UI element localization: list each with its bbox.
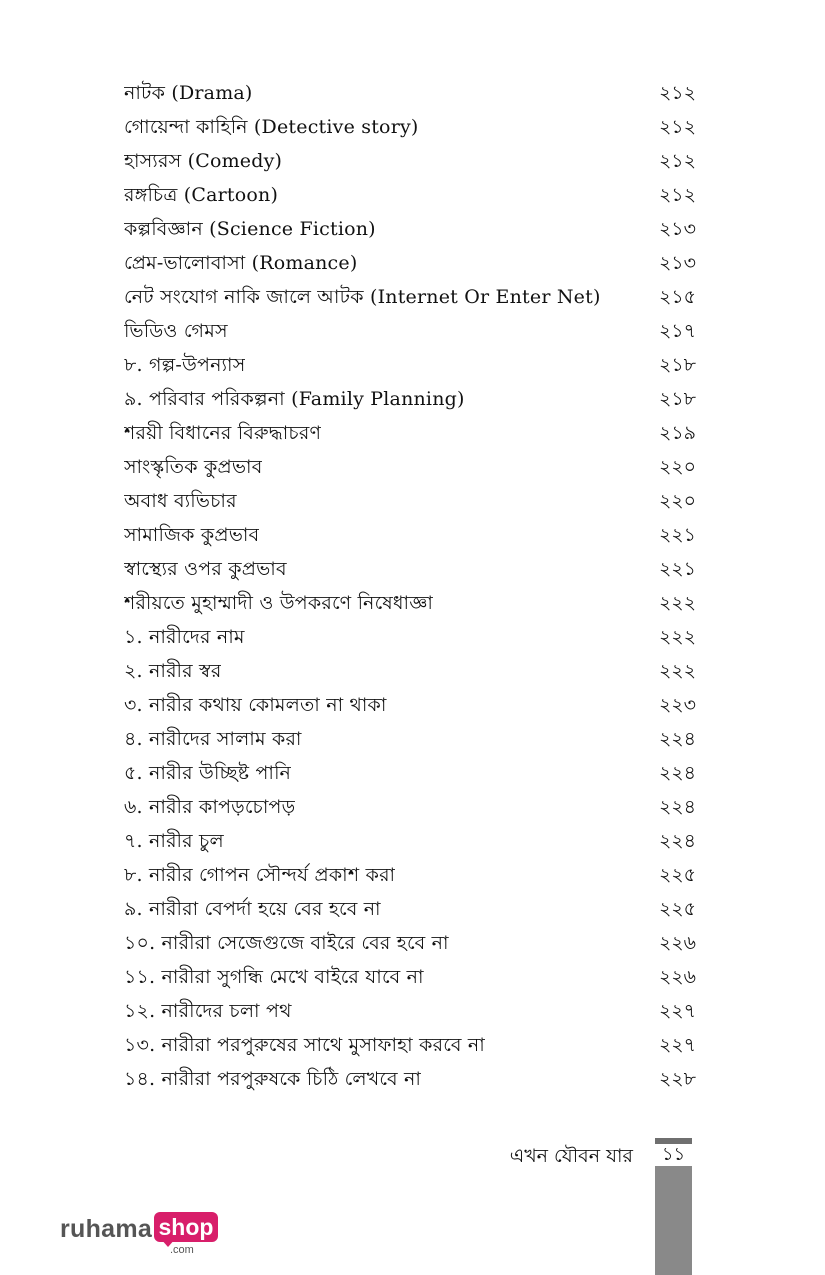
toc-entry-title: হাস্যরস (Comedy) — [124, 150, 283, 172]
toc-entry — [124, 928, 696, 962]
toc-entry-title: ৮. গল্প-উপন্যাস — [124, 354, 246, 376]
toc-entry-page-number: ২২৫ — [658, 864, 696, 886]
toc-entry-title: অবাধ ব্যভিচার — [124, 490, 237, 512]
toc-entry-title: ১১. নারীরা সুগন্ধি মেখে বাইরে যাবে না — [124, 966, 424, 988]
toc-entry-page-number: ২২৬ — [658, 932, 696, 954]
toc-entry-page-number: ২২৭ — [658, 1000, 696, 1022]
toc-entry — [124, 520, 696, 554]
toc-entry-title: ৩. নারীর কথায় কোমলতা না থাকা — [124, 694, 387, 716]
logo-domain-text: .com — [170, 1244, 194, 1256]
toc-entry — [124, 1064, 696, 1098]
toc-entry — [124, 724, 696, 758]
toc-entry-title: ১৩. নারীরা পরপুরুষের সাথে মুসাফাহা করবে না — [124, 1034, 485, 1056]
toc-entry-title: নেট সংযোগ নাকি জালে আটক (Internet Or Enter Net) — [124, 286, 601, 308]
toc-entry — [124, 452, 696, 486]
toc-entry-page-number: ২১৫ — [658, 286, 696, 308]
toc-entry-title: সামাজিক কুপ্রভাব — [124, 524, 260, 546]
toc-entry-title: ৯. পরিবার পরিকল্পনা (Family Planning) — [124, 388, 465, 410]
toc-entry-title: স্বাস্থ্যের ওপর কুপ্রভাব — [124, 558, 287, 580]
toc-entry-page-number: ২১৮ — [658, 354, 696, 376]
toc-entry-page-number: ২২৪ — [658, 728, 696, 750]
toc-entry-page-number: ২১৩ — [658, 218, 696, 240]
toc-entry-page-number: ২২১ — [658, 524, 696, 546]
toc-entry-page-number: ২১৯ — [658, 422, 696, 444]
toc-entry-title: ৬. নারীর কাপড়চোপড় — [124, 796, 296, 818]
toc-entry-page-number: ২২৮ — [658, 1068, 696, 1090]
toc-entry-page-number: ২২৫ — [658, 898, 696, 920]
toc-entry — [124, 316, 696, 350]
toc-entry — [124, 588, 696, 622]
toc-entry-title: ৪. নারীদের সালাম করা — [124, 728, 302, 750]
toc-entry-title: ২. নারীর স্বর — [124, 660, 222, 682]
toc-entry-page-number: ২২৪ — [658, 796, 696, 818]
toc-entry-page-number: ২২৪ — [658, 762, 696, 784]
toc-entry-title: ১২. নারীদের চলা পথ — [124, 1000, 292, 1022]
toc-entry-title: সাংস্কৃতিক কুপ্রভাব — [124, 456, 263, 478]
toc-entry-page-number: ২২০ — [658, 490, 696, 512]
logo-brand-text: ruhama — [60, 1215, 153, 1243]
toc-entry — [124, 622, 696, 656]
toc-entry-title: ৯. নারীরা বেপর্দা হয়ে বের হবে না — [124, 898, 381, 920]
toc-entry-title: ৫. নারীর উচ্ছিষ্ট পানি — [124, 762, 292, 784]
toc-entry — [124, 384, 696, 418]
toc-entry-page-number: ২২২ — [658, 592, 696, 614]
toc-entry-title: কল্পবিজ্ঞান (Science Fiction) — [124, 218, 376, 240]
toc-entry — [124, 792, 696, 826]
toc-entry-title: রঙ্গচিত্র (Cartoon) — [124, 184, 279, 206]
toc-entry-page-number: ২২৪ — [658, 830, 696, 852]
toc-entry — [124, 962, 696, 996]
toc-entry — [124, 248, 696, 282]
toc-entry — [124, 690, 696, 724]
toc-entry — [124, 282, 696, 316]
toc-entry-page-number: ২২২ — [658, 660, 696, 682]
toc-entry-page-number: ২১২ — [658, 116, 696, 138]
toc-entry — [124, 894, 696, 928]
toc-entry-page-number: ২১৮ — [658, 388, 696, 410]
toc-entry-page-number: ২২০ — [658, 456, 696, 478]
page-number-tab — [655, 1138, 692, 1275]
toc-entry-page-number: ২১২ — [658, 184, 696, 206]
toc-entry-page-number: ২১২ — [658, 82, 696, 104]
toc-entry-page-number: ২২২ — [658, 626, 696, 648]
toc-entry — [124, 214, 696, 248]
toc-entry — [124, 486, 696, 520]
toc-entry-page-number: ২২১ — [658, 558, 696, 580]
toc-entry — [124, 180, 696, 214]
toc-entry — [124, 996, 696, 1030]
toc-entry — [124, 758, 696, 792]
toc-entry — [124, 146, 696, 180]
toc-entry-page-number: ২১৭ — [658, 320, 696, 342]
toc-entry-title: ১৪. নারীরা পরপুরুষকে চিঠি লেখবে না — [124, 1068, 422, 1090]
toc-entry — [124, 418, 696, 452]
toc-entry-title: গোয়েন্দা কাহিনি (Detective story) — [124, 116, 419, 138]
toc-entry — [124, 656, 696, 690]
toc-entry-title: নাটক (Drama) — [124, 82, 253, 104]
toc-entry-title: শরীয়তে মুহাম্মাদী ও উপকরণে নিষেধাজ্ঞা — [124, 592, 434, 614]
toc-entry-title: প্রেম-ভালোবাসা (Romance) — [124, 252, 358, 274]
toc-entry-title: ৮. নারীর গোপন সৌন্দর্য প্রকাশ করা — [124, 864, 396, 886]
toc-entry-page-number: ২২৭ — [658, 1034, 696, 1056]
toc-entry — [124, 826, 696, 860]
toc-entry-title: শরয়ী বিধানের বিরুদ্ধাচরণ — [124, 422, 322, 444]
toc-entry — [124, 1030, 696, 1064]
toc-entry-page-number: ২২৩ — [658, 694, 696, 716]
toc-entry — [124, 78, 696, 112]
toc-entry-page-number: ২১৩ — [658, 252, 696, 274]
logo-shop-badge — [154, 1212, 218, 1242]
toc-entry — [124, 350, 696, 384]
toc-entry — [124, 554, 696, 588]
table-of-contents — [124, 78, 696, 1098]
toc-entry — [124, 112, 696, 146]
toc-entry-title: ১. নারীদের নাম — [124, 626, 245, 648]
toc-entry-page-number: ২২৬ — [658, 966, 696, 988]
toc-entry — [124, 860, 696, 894]
toc-entry-title: ১০. নারীরা সেজেগুজে বাইরে বের হবে না — [124, 932, 449, 954]
toc-entry-title: ভিডিও গেমস — [124, 320, 228, 342]
logo-shop-text: shop — [158, 1214, 214, 1240]
page-number: ১১ — [655, 1144, 692, 1166]
toc-entry-title: ৭. নারীর চুল — [124, 830, 224, 852]
running-footer-book-title: এখন যৌবন যার — [509, 1145, 633, 1167]
toc-entry-page-number: ২১২ — [658, 150, 696, 172]
